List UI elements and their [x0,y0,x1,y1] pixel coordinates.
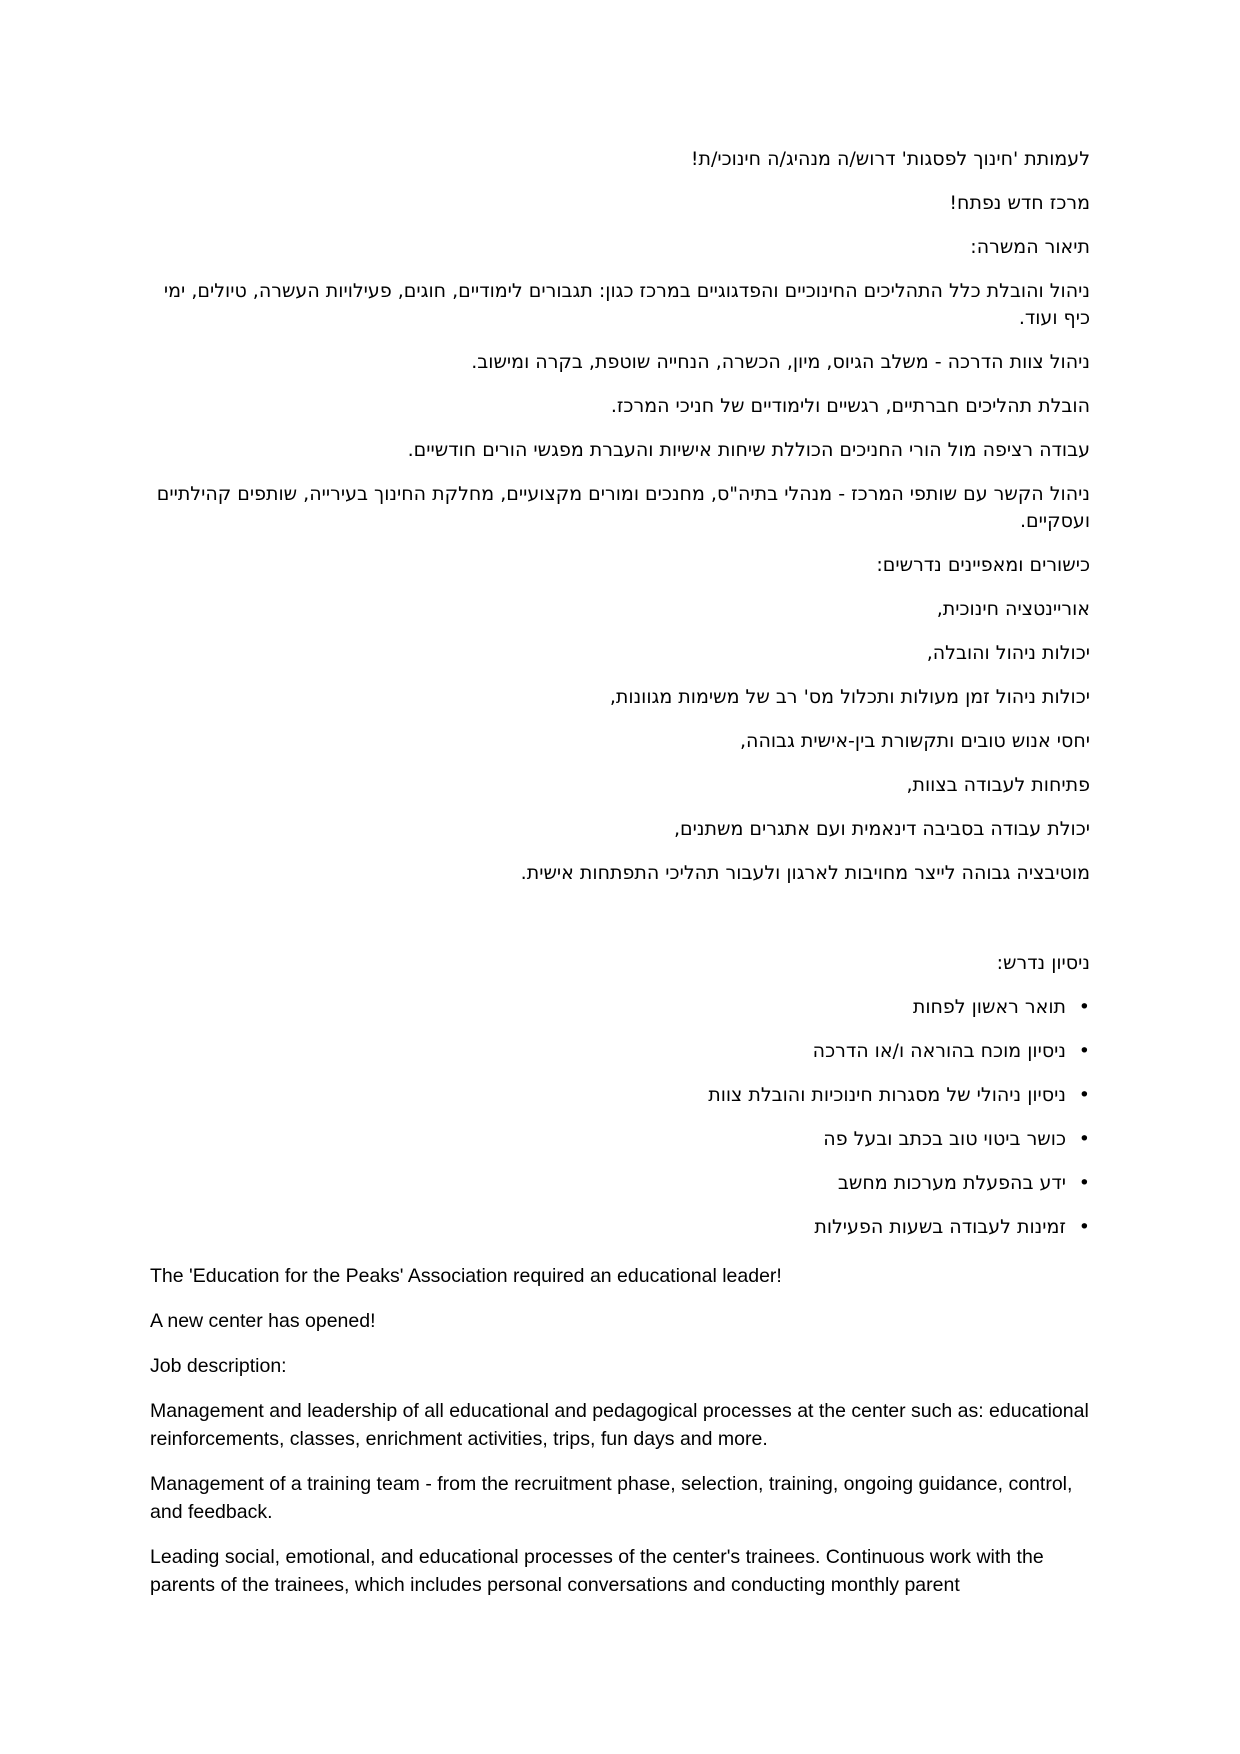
he-paragraph: ניהול והובלת כלל התהליכים החינוכיים והפדגוגיים במרכז כגון: תגבורים לימודיים, חוגים, פעילויות העשרה, טיולים, ימי כיף ועוד. [163,280,1090,329]
list-item-text: כושר ביטוי טוב בכתב ובעל פה [823,1128,1066,1150]
list-item [150,1170,1090,1197]
he-skill-item: יכולת עבודה בסביבה דינאמית ועם אתגרים משתנים, [674,818,1090,840]
he-new-center: מרכז חדש נפתח! [949,192,1090,214]
list-item [150,994,1090,1021]
en-job-description-heading: Job description: [150,1355,287,1377]
list-item-text: ניסיון מוכח בהוראה ו/או הדרכה [812,1040,1066,1062]
he-skills-heading: כישורים ומאפיינים נדרשים: [876,554,1090,576]
he-paragraph: עבודה רציפה מול הורי החניכים הכוללת שיחות אישיות והעברת מפגשי הורים חודשיים. [407,439,1090,461]
section-spacer [150,904,1090,950]
en-paragraph: Management and leadership of all educational and pedagogical processes at the center such as: educational reinforcements, classes, enrichment activities, trips, fun days and more. [150,1400,1089,1450]
he-skill-item: יחסי אנוש טובים ותקשורת בין-אישית גבוהה, [740,730,1090,752]
list-item [150,1214,1090,1241]
he-skill-item: יכולות ניהול והובלה, [926,642,1090,664]
he-paragraph: הובלת תהליכים חברתיים, רגשיים ולימודיים של חניכי המרכז. [610,395,1090,417]
bullet-icon: • [1078,1128,1090,1150]
he-paragraph: ניהול צוות הדרכה - משלב הגיוס, מיון, הכשרה, הנחייה שוטפת, בקרה ומישוב. [471,351,1090,373]
bullet-icon: • [1078,1040,1090,1062]
bullet-icon: • [1078,1084,1090,1106]
he-skill-item: אוריינטציה חינוכית, [936,598,1090,620]
he-job-description-heading: תיאור המשרה: [970,236,1090,258]
bullet-icon: • [1078,1172,1090,1194]
list-item-text: ידע בהפעלת מערכות מחשב [837,1172,1066,1194]
he-title: לעמותת 'חינוך לפסגות' דרוש/ה מנהיג/ה חינוכי/ת! [690,148,1090,170]
he-skill-item: יכולות ניהול זמן מעולות ותכלול מס' רב של משימות מגוונות, [609,686,1090,708]
en-paragraph: Management of a training team - from the recruitment phase, selection, training, ongoing guidance, control, and feedback. [150,1473,1073,1523]
english-section [150,1262,1095,1616]
list-item [150,1082,1090,1109]
list-item-text: זמינות לעבודה בשעות הפעילות [814,1216,1066,1238]
list-item-text: ניסיון ניהולי של מסגרות חינוכיות והובלת צוות [708,1084,1066,1106]
he-skill-item: פתיחות לעבודה בצוות, [906,774,1090,796]
he-paragraph: ניהול הקשר עם שותפי המרכז - מנהלי בתיה"ס, מחנכים ומורים מקצועיים, מחלקת החינוך בעירייה, שותפים קהילתיים ועסקיים. [156,483,1090,532]
bullet-icon: • [1078,1216,1090,1238]
list-item-text: תואר ראשון לפחות [912,996,1066,1018]
list-item [150,1126,1090,1153]
he-experience-heading: ניסיון נדרש: [996,952,1090,974]
he-experience-list [150,994,1090,1241]
bullet-icon: • [1078,996,1090,1018]
hebrew-section [150,146,1090,1258]
list-item [150,1038,1090,1065]
en-new-center: A new center has opened! [150,1310,376,1332]
en-title: The 'Education for the Peaks' Association required an educational leader! [150,1265,782,1287]
he-skill-item: מוטיבציה גבוהה לייצר מחויבות לארגון ולעבור תהליכי התפתחות אישית. [520,862,1090,884]
en-paragraph: Leading social, emotional, and educational processes of the center's trainees. Continuous work with the parents of the trainees, which includes personal conversations and conducting monthly parent [150,1546,1044,1596]
